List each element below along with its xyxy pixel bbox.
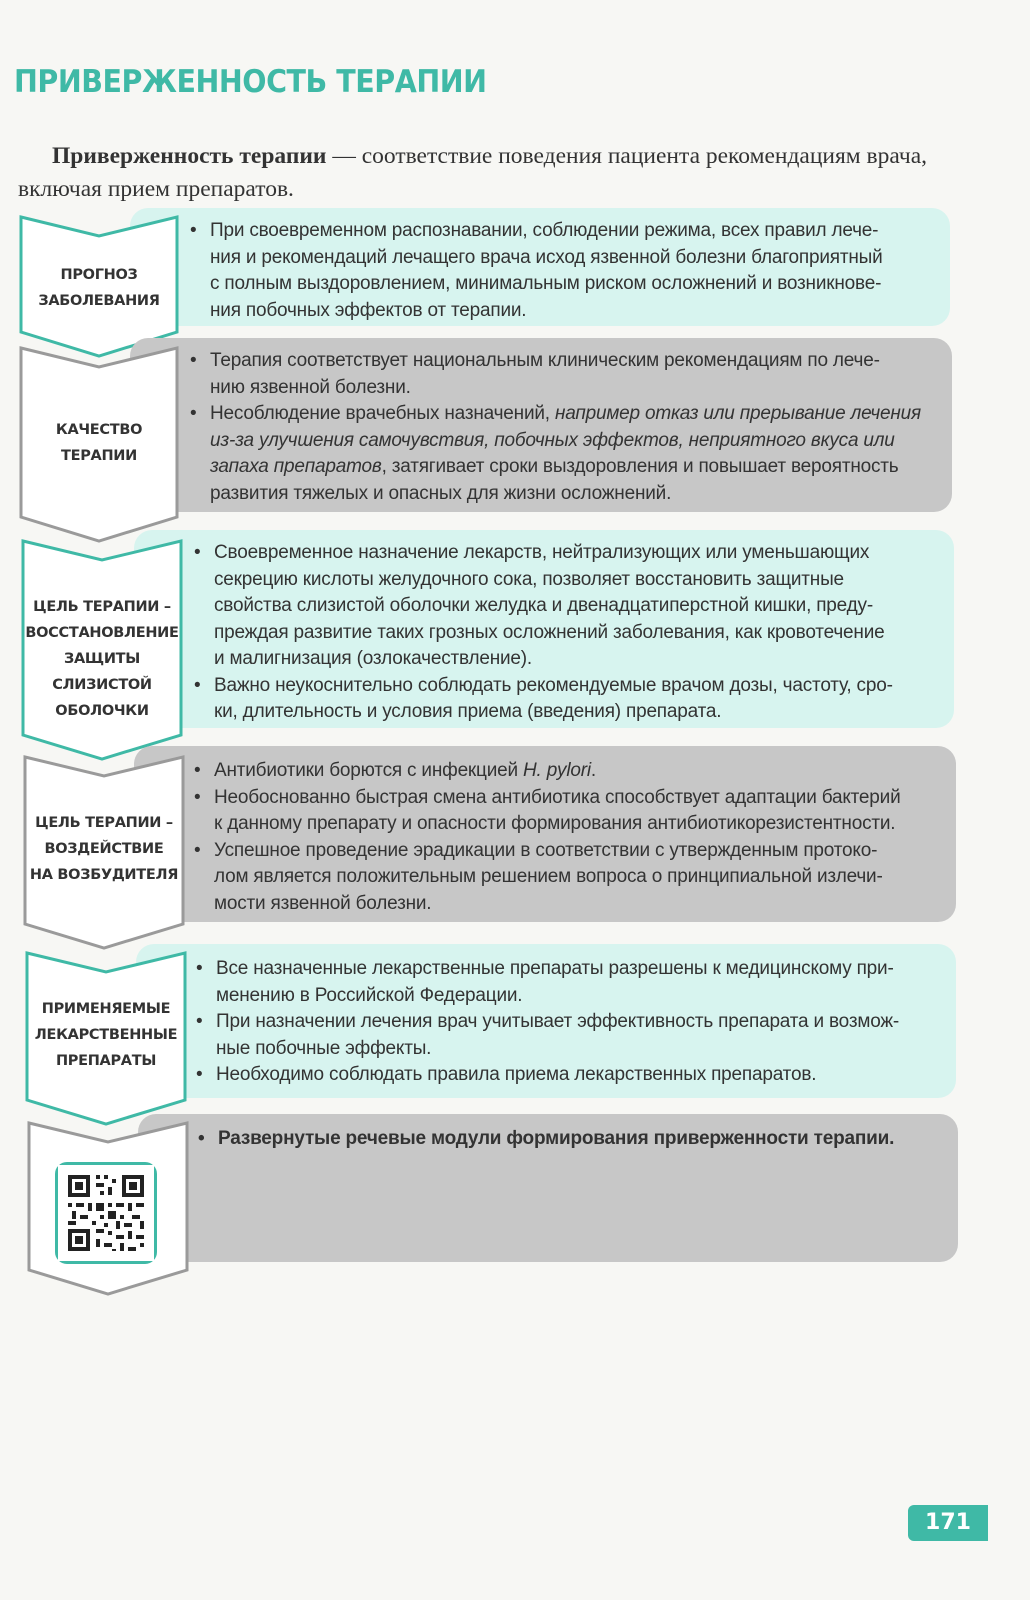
section-label-line: ЗАБОЛЕВАНИЯ xyxy=(38,293,160,309)
qr-code-graphic xyxy=(58,1165,154,1261)
section-card xyxy=(130,338,952,512)
list-item: • Терапия соответствует национальным клиническим рекомендациям по лече- нию язвенной болезни. xyxy=(188,348,932,401)
bullet-list xyxy=(188,348,932,507)
section-label-line: КАЧЕСТВО xyxy=(55,422,143,438)
section-label-line: ЦЕЛЬ ТЕРАПИИ – xyxy=(33,599,171,615)
bullet-list xyxy=(194,956,936,1089)
list-item: • Успешное проведение эрадикации в соответствии с утвержденным протоко- лом является положительным решением вопроса о принципиальной излечи- мости язвенной болезни. xyxy=(192,838,936,918)
intro-paragraph xyxy=(18,140,968,206)
section-label-line: ПРЕПАРАТЫ xyxy=(55,1053,157,1069)
section-card xyxy=(138,1114,958,1262)
section-card xyxy=(130,208,950,326)
section-label-line: ЗАЩИТЫ xyxy=(64,651,140,667)
page-title: ПРИВЕРЖЕННОСТЬ ТЕРАПИИ xyxy=(14,64,487,100)
list-item: • Несоблюдение врачебных назначений, например отказ или прерывание лечения из-за улучшения самочувствия, побочных эффектов, неприятного вкуса или запаха препаратов, затягивает сроки выздоровления и повышает вероятность развития тяжелых и опасных для жизни осложнений. xyxy=(188,401,932,507)
list-item: • Антибиотики борются с инфекцией H. pylori. xyxy=(192,758,936,785)
list-item: • Необходимо соблюдать правила приема лекарственных препаратов. xyxy=(194,1062,936,1089)
section-label-line: ВОССТАНОВЛЕНИЕ xyxy=(25,625,179,641)
section-label-line: ТЕРАПИИ xyxy=(61,448,137,464)
section-label-line: НА ВОЗБУДИТЕЛЯ xyxy=(29,867,179,883)
page-number: 171 xyxy=(908,1505,988,1541)
list-item: • Все назначенные лекарственные препараты разрешены к медицинскому при- менению в Российской Федерации. xyxy=(194,956,936,1009)
list-item: • Развернутые речевые модули формирования приверженности терапии. xyxy=(196,1126,938,1153)
section-label-line: СЛИЗИСТОЙ xyxy=(52,677,152,693)
list-item: • Необоснованно быстрая смена антибиотика способствует адаптации бактерий к данному препарату и опасности формирования антибиотикорезистентности. xyxy=(192,785,936,838)
section-label-chevron xyxy=(20,538,184,763)
bullet-list xyxy=(188,218,930,324)
section-card xyxy=(134,746,956,922)
bullet-list xyxy=(192,540,934,726)
section-label-chevron xyxy=(22,754,186,952)
list-item: • При своевременном распознавании, соблюдении режима, всех правил лече- ния и рекомендаций лечащего врача исход язвенной болезни благоприятный с полным выздоровлением, минимальным риском осложнений и возникнове- ния побочных эффектов от терапии. xyxy=(188,218,930,324)
section-label-line: ПРИМЕНЯЕМЫЕ xyxy=(41,1001,171,1017)
bullet-list xyxy=(196,1126,938,1153)
section-label-chevron xyxy=(24,950,188,1128)
section-card xyxy=(134,530,954,728)
intro-definition: — соответствие поведения пациента рекомендациям врача, включая прием препаратов. xyxy=(18,143,928,202)
list-item: • При назначении лечения врач учитывает эффективность препарата и возмож- ные побочные эффекты. xyxy=(194,1009,936,1062)
section-label-line: ЦЕЛЬ ТЕРАПИИ – xyxy=(35,815,173,831)
bullet-list xyxy=(192,758,936,917)
list-item: • Своевременное назначение лекарств, нейтрализующих или уменьшающих секрецию кислоты желудочного сока, позволяет восстановить защитные свойства слизистой оболочки желудка и двенадцатиперстной кишки, преду- преждая развитие таких грозных осложнений заболевания, как кровотечение и малигнизация (озлокачествление). xyxy=(192,540,934,673)
section-card xyxy=(136,944,956,1098)
section-label-line: ЛЕКАРСТВЕННЫЕ xyxy=(34,1027,178,1043)
section-label-line: ОБОЛОЧКИ xyxy=(55,703,149,719)
qr-code-icon[interactable] xyxy=(55,1162,157,1264)
section-label-line: ВОЗДЕЙСТВИЕ xyxy=(44,841,164,857)
list-item: • Важно неукоснительно соблюдать рекомендуемые врачом дозы, частоту, сро- ки, длительность и условия приема (введения) препарата. xyxy=(192,673,934,726)
section-label-chevron xyxy=(18,345,180,545)
intro-term: Приверженность терапии xyxy=(52,143,327,169)
section-label-line: ПРОГНОЗ xyxy=(60,267,138,283)
